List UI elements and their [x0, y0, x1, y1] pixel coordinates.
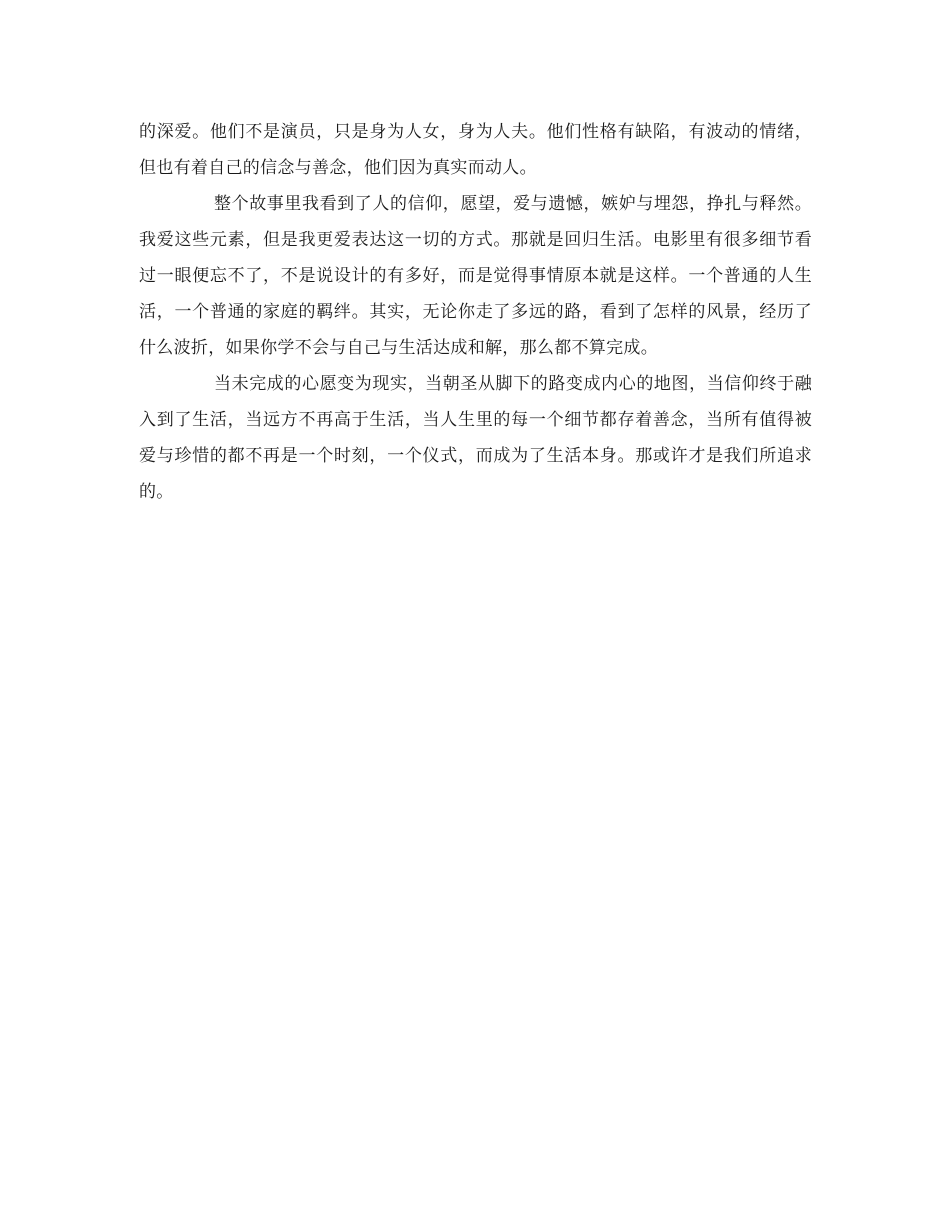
paragraph: 整个故事里我看到了人的信仰，愿望，爱与遗憾，嫉妒与埋怨，挣扎与释然。我爱这些元素，但是我更爱表达这一切的方式。那就是回归生活。电影里有很多细节看过一眼便忘不了，不是说设计的有多好，而是觉得事情原本就是这样。一个普通的人生活，一个普通的家庭的羁绊。其实，无论你走了多远的路，看到了怎样的风景，经历了什么波折，如果你学不会与自己与生活达成和解，那么都不算完成。	[139, 194, 812, 358]
document-body	[139, 114, 812, 510]
paragraph-continuation: 的深爱。他们不是演员，只是身为人女，身为人夫。他们性格有缺陷，有波动的情绪，但也有着自己的信念与善念，他们因为真实而动人。	[139, 122, 812, 178]
paragraph: 当未完成的心愿变为现实，当朝圣从脚下的路变成内心的地图，当信仰终于融入到了生活，当远方不再高于生活，当人生里的每一个细节都存着善念，当所有值得被爱与珍惜的都不再是一个时刻，一个仪式，而成为了生活本身。那或许才是我们所追求的。	[139, 374, 812, 502]
